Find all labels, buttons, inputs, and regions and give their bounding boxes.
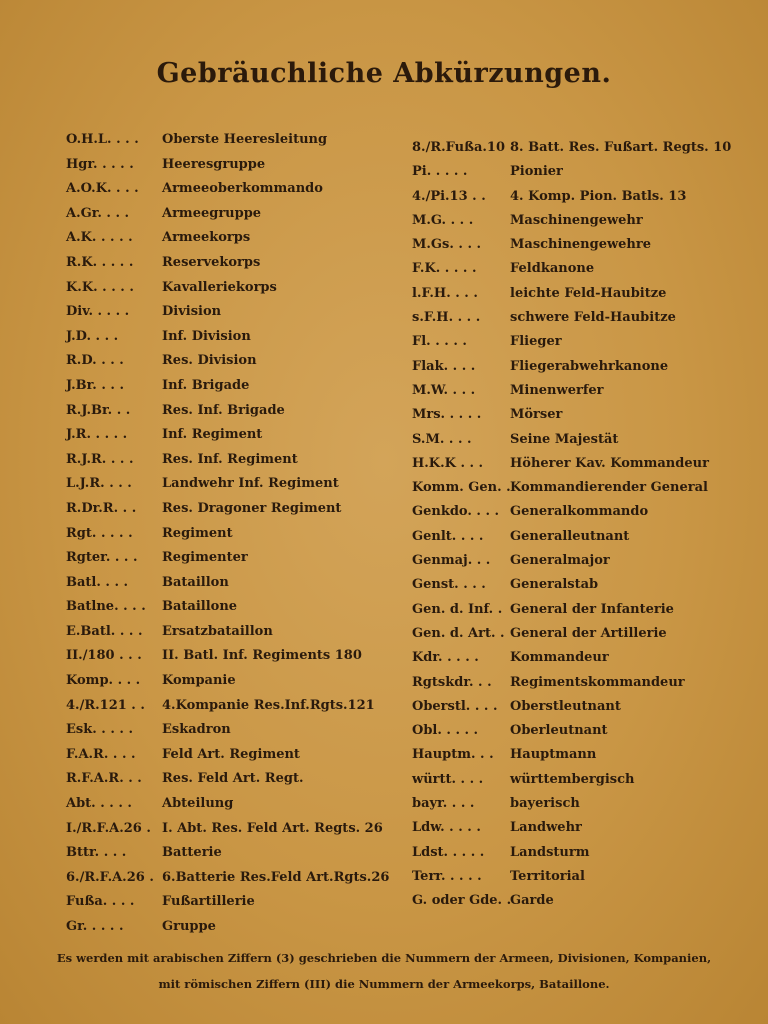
- abbreviation-row: [412, 743, 752, 767]
- abbreviation: J.D. . . .: [66, 328, 119, 344]
- abbreviation-meaning: I. Abt. Res. Feld Art. Regts. 26: [162, 820, 383, 836]
- abbreviation-row: [412, 792, 752, 816]
- abbreviation-meaning: Maschinengewehre: [510, 237, 652, 253]
- abbreviation-row: [66, 349, 406, 374]
- abbreviation: II./180 . . .: [66, 648, 142, 664]
- abbreviation-row: [66, 497, 406, 522]
- abbreviation-meaning: 8. Batt. Res. Fußart. Regts. 10: [510, 140, 732, 155]
- page-title: Gebräuchliche Abkürzungen.: [156, 58, 612, 89]
- abbreviation: J.Br. . . .: [66, 377, 124, 393]
- abbreviation: O.H.L. . . .: [66, 132, 139, 147]
- abbreviation-meaning: Res. Inf. Brigade: [162, 402, 285, 418]
- abbreviation: Gen. d. Inf. .: [412, 601, 503, 617]
- abbreviation-row: [412, 695, 752, 719]
- abbreviation-row: [66, 128, 406, 153]
- abbreviation: Genst. . . .: [412, 577, 486, 593]
- abbreviation-meaning: württembergisch: [510, 771, 635, 787]
- abbreviation: Gen. d. Art. .: [412, 625, 505, 641]
- abbreviation-row: [66, 669, 406, 694]
- abbreviation-row: [412, 500, 752, 524]
- abbreviation-meaning: Abteilung: [162, 796, 234, 812]
- abbreviation-row: [66, 620, 406, 645]
- abbreviation: Mrs. . . . .: [412, 407, 482, 423]
- abbreviation-row: [66, 890, 406, 915]
- abbreviation-meaning: Gruppe: [162, 919, 216, 934]
- abbreviation-meaning: Regimentskommandeur: [510, 674, 685, 690]
- abbreviation-meaning: Bataillon: [162, 574, 229, 590]
- abbreviation-meaning: Bataillone: [162, 599, 238, 615]
- abbreviation-row: [66, 423, 406, 448]
- abbreviation: Batlne. . . .: [66, 599, 146, 615]
- abbreviation: 6./R.F.A.26 .: [66, 869, 154, 885]
- abbreviation-meaning: Minenwerfer: [510, 382, 604, 398]
- abbreviation-row: [412, 355, 752, 379]
- abbreviation: F.A.R. . . .: [66, 746, 136, 762]
- abbreviation: H.K.K . . .: [412, 455, 484, 471]
- abbreviation-row: [66, 472, 406, 497]
- abbreviation: M.W. . . .: [412, 382, 476, 398]
- abbreviation-meaning: Seine Majestät: [510, 431, 619, 447]
- abbreviation: R.K. . . . .: [66, 254, 134, 270]
- abbreviation-meaning: Generalstab: [510, 577, 599, 593]
- abbreviation-row: [66, 153, 406, 178]
- abbreviation: L.J.R. . . .: [66, 476, 132, 492]
- abbreviation: Esk. . . . .: [66, 722, 133, 738]
- abbreviation-row: [66, 522, 406, 547]
- abbreviation: Fußa. . . .: [66, 894, 135, 910]
- abbreviation: Rgtskdr. . .: [412, 674, 492, 690]
- abbreviation-meaning: Res. Division: [162, 353, 257, 369]
- abbreviation-meaning: Armeegruppe: [162, 205, 262, 221]
- abbreviation: bayr. . . .: [412, 796, 475, 812]
- abbreviation-meaning: General der Infanterie: [510, 601, 674, 617]
- abbreviation: G. oder Gde. .: [412, 893, 512, 909]
- abbreviation-row: [66, 226, 406, 251]
- abbreviation-row: [412, 768, 752, 792]
- abbreviation-row: [412, 719, 752, 743]
- abbreviation-row: [66, 571, 406, 596]
- abbreviation-row: [412, 865, 752, 889]
- abbreviation: 4./Pi.13 . .: [412, 188, 486, 204]
- abbreviation-row: [66, 792, 406, 817]
- abbreviation-meaning: Oberleutnant: [510, 723, 608, 739]
- abbreviation-meaning: Kommandeur: [510, 650, 609, 666]
- abbreviation: Ldst. . . . .: [412, 844, 485, 860]
- abbreviation-row: [66, 546, 406, 571]
- abbreviation: Rgter. . . .: [66, 550, 138, 566]
- abbreviation-row: [412, 185, 752, 209]
- abbreviation-row: [412, 622, 752, 646]
- abbreviation: Komm. Gen. .: [412, 480, 511, 496]
- abbreviation: M.G. . . .: [412, 212, 474, 228]
- abbreviation-meaning: Armeeoberkommando: [162, 181, 323, 197]
- abbreviation: R.F.A.R. . .: [66, 771, 142, 787]
- abbreviation-meaning: 4. Komp. Pion. Batls. 13: [510, 188, 687, 204]
- abbreviation-meaning: leichte Feld-Haubitze: [510, 285, 667, 301]
- abbreviation-meaning: Oberste Heeresleitung: [162, 132, 328, 147]
- abbreviation: A.K. . . . .: [66, 230, 133, 246]
- abbreviation-row: [66, 251, 406, 276]
- abbreviation-row: [412, 282, 752, 306]
- abbreviation: Obl. . . . .: [412, 723, 479, 739]
- abbreviation: K.K. . . . .: [66, 279, 134, 295]
- footer-note: [50, 945, 718, 997]
- abbreviation-row: [412, 646, 752, 670]
- abbreviation: s.F.H. . . .: [412, 310, 481, 326]
- abbreviation: l.F.H. . . .: [412, 285, 478, 301]
- abbreviation: R.J.R. . . .: [66, 451, 134, 467]
- abbreviation-row: [412, 889, 752, 913]
- abbreviation: J.R. . . . .: [66, 427, 128, 443]
- abbreviation-row: [412, 160, 752, 184]
- abbreviation: A.O.K. . . .: [66, 181, 139, 197]
- abbreviation-meaning: Generalleutnant: [510, 528, 630, 544]
- abbreviation-row: [66, 595, 406, 620]
- abbreviation-row: [66, 276, 406, 301]
- abbreviation-row: [412, 573, 752, 597]
- abbreviation: 4./R.121 . .: [66, 697, 145, 713]
- abbreviation: Komp. . . .: [66, 673, 141, 689]
- abbreviation-meaning: Res. Inf. Regiment: [162, 451, 298, 467]
- right-column: [412, 136, 752, 914]
- abbreviation-row: [412, 525, 752, 549]
- abbreviation-row: [66, 841, 406, 866]
- abbreviation-row: [412, 403, 752, 427]
- abbreviation-row: [412, 816, 752, 840]
- abbreviation-meaning: bayerisch: [510, 796, 580, 812]
- abbreviation-meaning: Res. Feld Art. Regt.: [162, 771, 304, 787]
- abbreviation-row: [66, 915, 406, 940]
- abbreviation-meaning: Feld Art. Regiment: [162, 746, 300, 762]
- abbreviation: R.D. . . .: [66, 353, 124, 369]
- abbreviation: Hgr. . . . .: [66, 156, 134, 172]
- abbreviation-meaning: Regimenter: [162, 550, 248, 566]
- abbreviation: Bttr. . . .: [66, 845, 127, 861]
- abbreviation-meaning: Fliegerabwehrkanone: [510, 358, 669, 374]
- abbreviation-meaning: Batterie: [162, 845, 222, 861]
- abbreviation-row: [412, 841, 752, 865]
- abbreviation-meaning: Ersatzbataillon: [162, 623, 273, 639]
- abbreviation-meaning: Garde: [510, 893, 554, 909]
- abbreviation-row: [66, 177, 406, 202]
- abbreviation-row: [412, 379, 752, 403]
- abbreviation-row: [412, 549, 752, 573]
- abbreviation: Ldw. . . . .: [412, 820, 481, 836]
- abbreviation-row: [66, 767, 406, 792]
- abbreviation: Pi. . . . .: [412, 164, 468, 180]
- abbreviation-row: [412, 136, 752, 160]
- abbreviation: Genmaj. . .: [412, 553, 491, 569]
- abbreviation: Abt. . . . .: [66, 796, 132, 812]
- abbreviation-row: [412, 209, 752, 233]
- abbreviation-row: [66, 866, 406, 891]
- abbreviation-row: [412, 330, 752, 354]
- abbreviation-meaning: Armeekorps: [162, 230, 251, 246]
- abbreviation-meaning: Heeresgruppe: [162, 156, 266, 172]
- abbreviation: R.Dr.R. . .: [66, 500, 137, 516]
- abbreviation-row: [66, 399, 406, 424]
- abbreviation-meaning: Flieger: [510, 334, 562, 350]
- abbreviation: Flak. . . .: [412, 358, 476, 374]
- footer-line-2: mit römischen Ziffern (III) die Nummern der Armeekorps, Bataillone.: [158, 977, 610, 991]
- abbreviation-meaning: Inf. Regiment: [162, 427, 263, 443]
- abbreviation-row: [412, 233, 752, 257]
- abbreviation-meaning: Generalmajor: [510, 553, 610, 569]
- abbreviation-row: [66, 300, 406, 325]
- abbreviation-meaning: Inf. Brigade: [162, 377, 250, 393]
- abbreviation-meaning: Eskadron: [162, 722, 231, 738]
- abbreviation-row: [412, 671, 752, 695]
- abbreviation-row: [66, 448, 406, 473]
- abbreviation-meaning: Kommandierender General: [510, 480, 708, 496]
- abbreviation-meaning: Generalkommando: [510, 504, 649, 520]
- abbreviation-row: [66, 644, 406, 669]
- abbreviation-meaning: 6.Batterie Res.Feld Art.Rgts.26: [162, 869, 390, 885]
- abbreviation-meaning: Regiment: [162, 525, 233, 541]
- abbreviation-row: [412, 476, 752, 500]
- abbreviation-row: [66, 325, 406, 350]
- abbreviation: Oberstl. . . .: [412, 698, 498, 714]
- abbreviation-meaning: Inf. Division: [162, 328, 251, 344]
- abbreviation: I./R.F.A.26 .: [66, 820, 151, 836]
- abbreviation: R.J.Br. . .: [66, 402, 131, 418]
- abbreviation-meaning: Feldkanone: [510, 261, 595, 277]
- abbreviation-meaning: Hauptmann: [510, 747, 597, 763]
- abbreviation-meaning: Mörser: [510, 407, 563, 423]
- abbreviation: S.M. . . .: [412, 431, 472, 447]
- abbreviation-meaning: Res. Dragoner Regiment: [162, 500, 342, 516]
- abbreviation-meaning: Oberstleutnant: [510, 698, 621, 714]
- abbreviation-meaning: Landwehr: [510, 820, 582, 836]
- abbreviation-meaning: 4.Kompanie Res.Inf.Rgts.121: [162, 697, 375, 713]
- abbreviation: Genkdo. . . .: [412, 504, 500, 520]
- abbreviation: A.Gr. . . .: [66, 205, 130, 221]
- abbreviation-meaning: II. Batl. Inf. Regiments 180: [162, 648, 362, 664]
- abbreviation-meaning: Territorial: [510, 868, 585, 884]
- abbreviation-row: [412, 257, 752, 281]
- abbreviation-row: [66, 202, 406, 227]
- abbreviation: F.K. . . . .: [412, 261, 477, 277]
- abbreviation: Hauptm. . .: [412, 747, 494, 763]
- abbreviation-row: [66, 374, 406, 399]
- left-column: [66, 128, 406, 940]
- abbreviation: Div. . . . .: [66, 304, 130, 320]
- abbreviation: Batl. . . .: [66, 574, 129, 590]
- abbreviation: württ. . . .: [412, 771, 484, 787]
- abbreviation-meaning: schwere Feld-Haubitze: [510, 310, 676, 326]
- abbreviation-meaning: Pionier: [510, 164, 563, 180]
- abbreviation-row: [412, 306, 752, 330]
- abbreviation: Genlt. . . .: [412, 528, 484, 544]
- abbreviation-row: [412, 598, 752, 622]
- abbreviation-row: [66, 694, 406, 719]
- abbreviation-meaning: Kavalleriekorps: [162, 279, 277, 295]
- abbreviation: Terr. . . . .: [412, 868, 482, 884]
- abbreviation: 8./R.Fußa.10: [412, 140, 506, 155]
- abbreviation: Kdr. . . . .: [412, 650, 479, 666]
- abbreviation-row: [412, 428, 752, 452]
- abbreviation: Gr. . . . .: [66, 919, 124, 934]
- abbreviation-row: [66, 743, 406, 768]
- abbreviation: E.Batl. . . .: [66, 623, 143, 639]
- abbreviation-meaning: Division: [162, 304, 222, 320]
- abbreviation-meaning: General der Artillerie: [510, 625, 667, 641]
- abbreviation-meaning: Reservekorps: [162, 254, 261, 270]
- abbreviation-meaning: Landsturm: [510, 844, 590, 860]
- abbreviation-meaning: Kompanie: [162, 673, 236, 689]
- abbreviation: M.Gs. . . .: [412, 237, 482, 253]
- abbreviation: Fl. . . . .: [412, 334, 467, 350]
- abbreviation-row: [66, 817, 406, 842]
- abbreviation-meaning: Fußartillerie: [162, 894, 255, 910]
- abbreviation: Rgt. . . . .: [66, 525, 133, 541]
- abbreviation-row: [412, 452, 752, 476]
- abbreviation-meaning: Höherer Kav. Kommandeur: [510, 455, 709, 471]
- abbreviation-meaning: Maschinengewehr: [510, 212, 643, 228]
- abbreviation-meaning: Landwehr Inf. Regiment: [162, 476, 339, 492]
- footer-line-1: Es werden mit arabischen Ziffern (3) geschrieben die Nummern der Armeen, Divisionen, Kompanien,: [56, 951, 712, 965]
- abbreviation-row: [66, 718, 406, 743]
